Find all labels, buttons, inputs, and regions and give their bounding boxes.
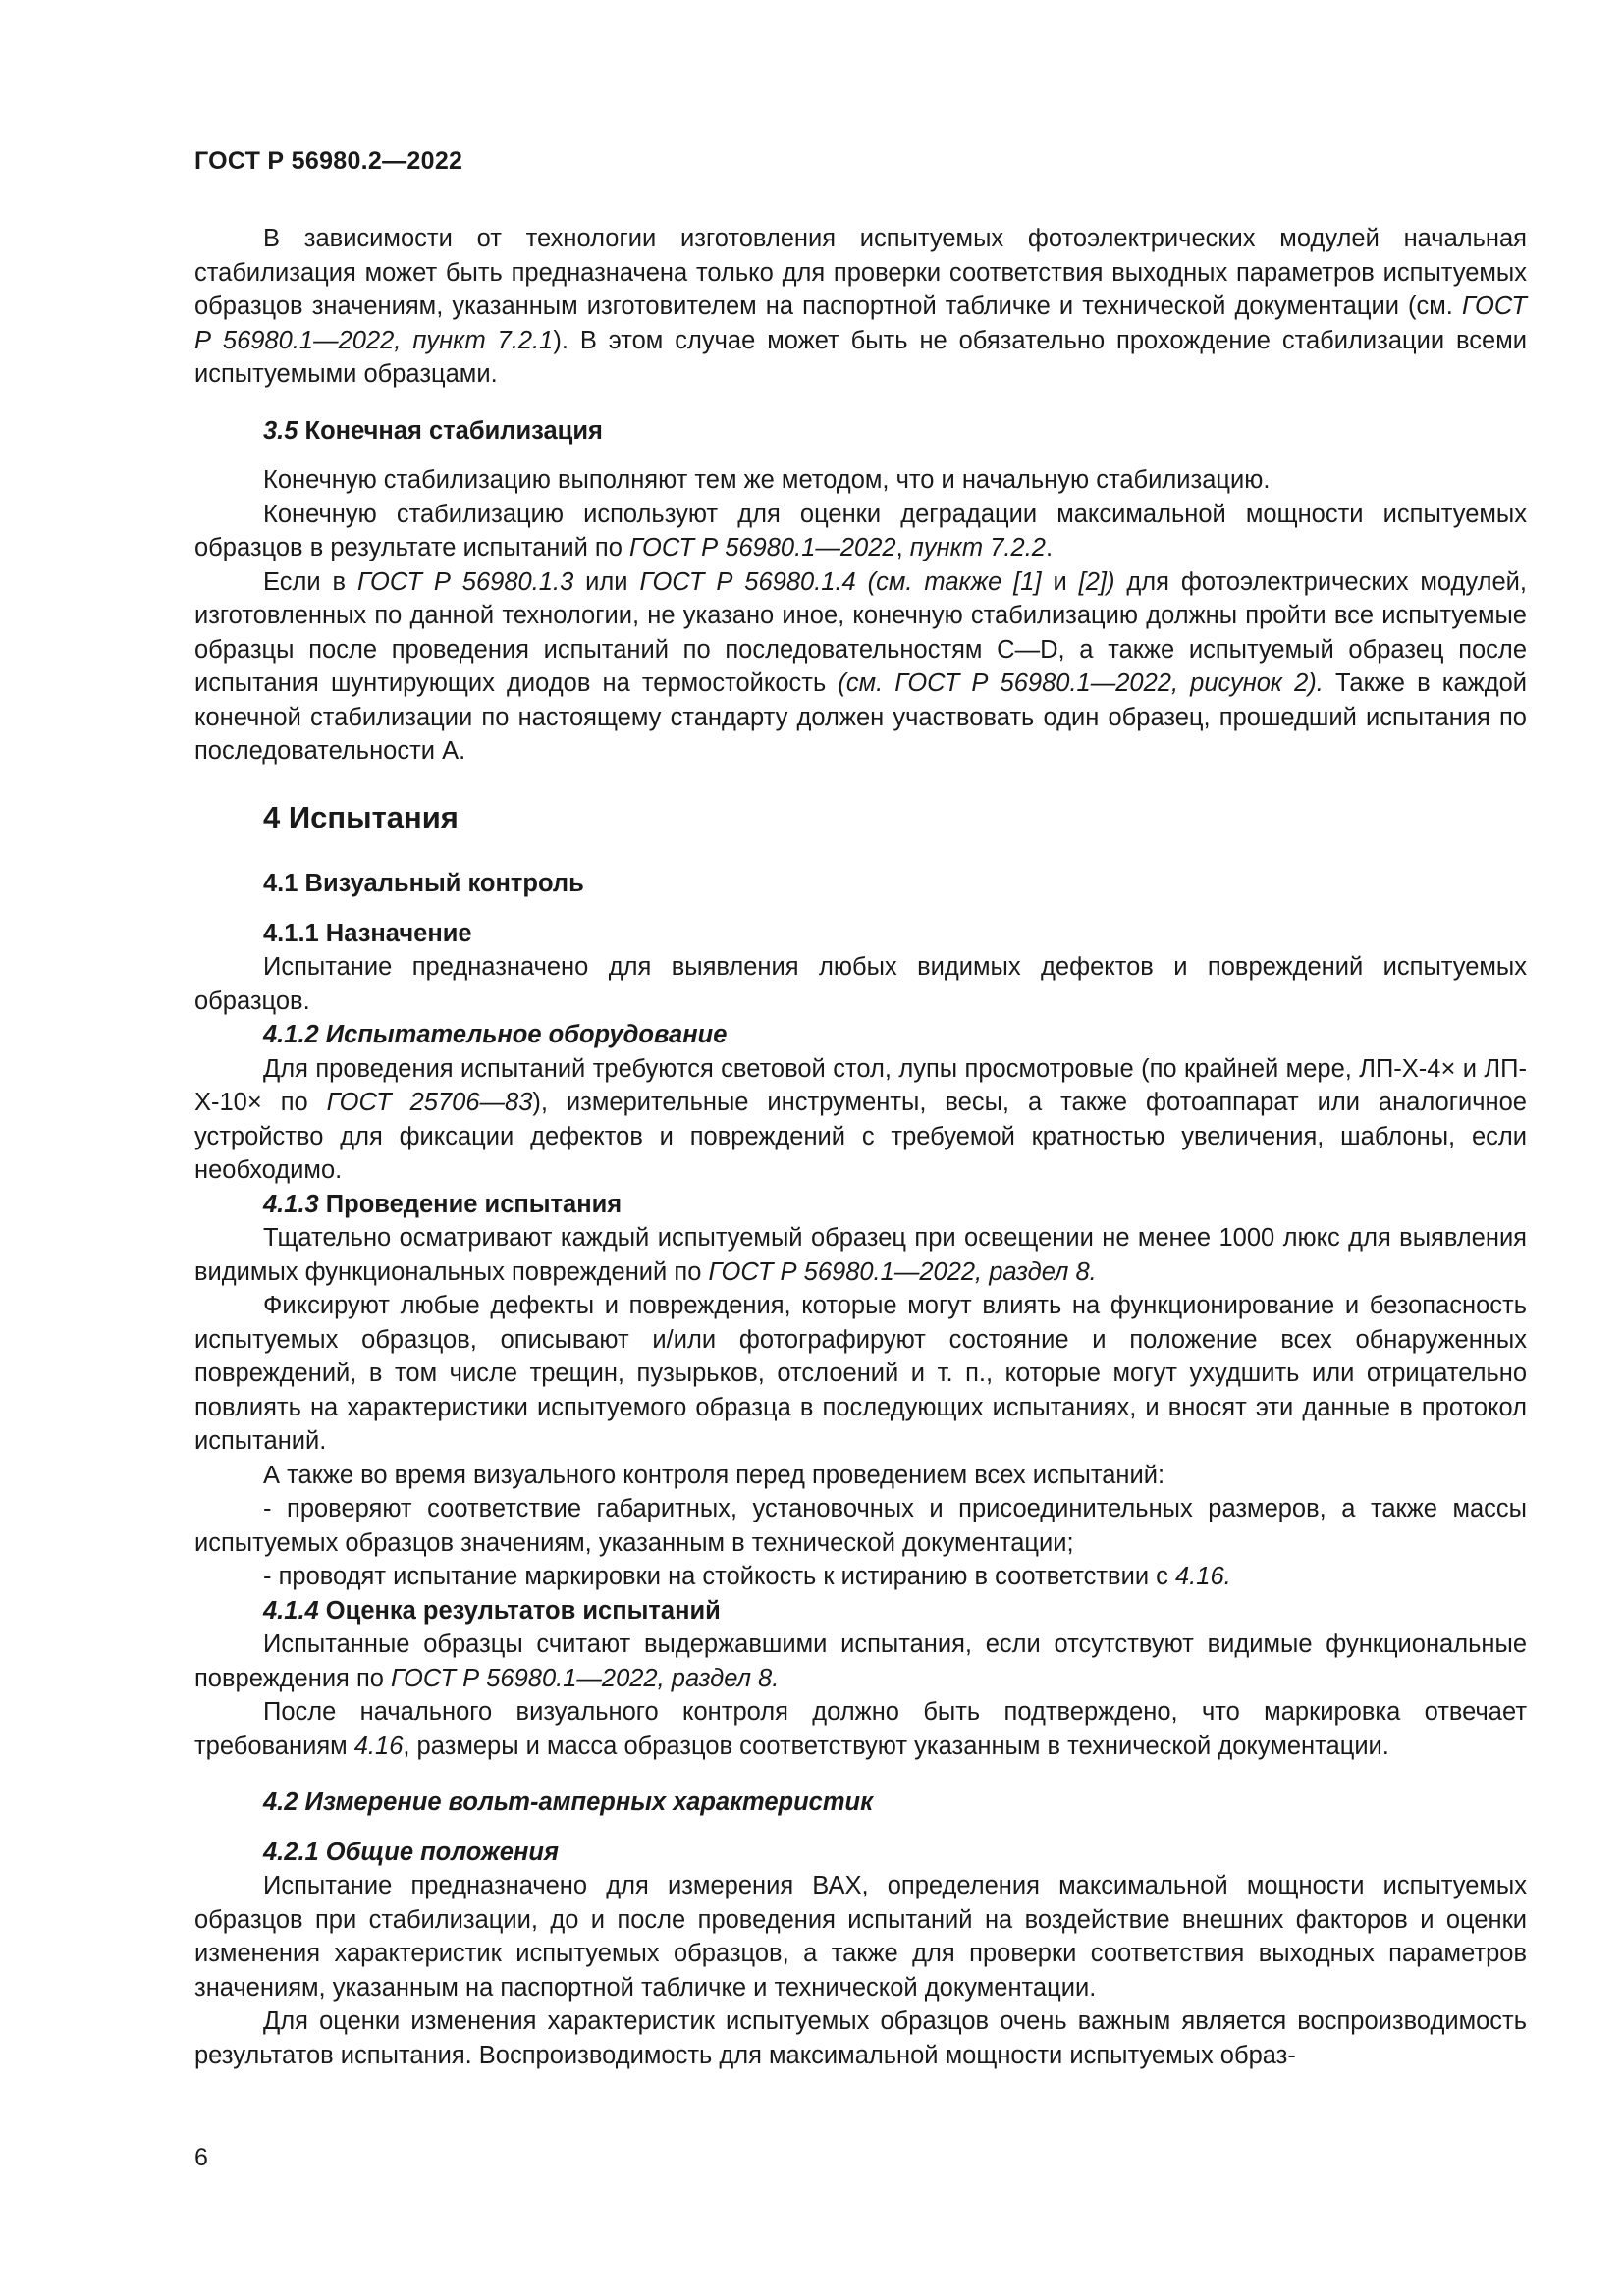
page-number: 6 (194, 2144, 208, 2171)
section-4-1-1-heading: 4.1.1 Назначение (263, 919, 472, 947)
paragraph: Конечную стабилизацию выполняют тем же методом, что и начальную стабилизацию. (263, 466, 1271, 494)
paragraph: Испытание предназначено для выявления любых видимых дефектов и повреждений испытуемых образцов. (194, 953, 1527, 1015)
paragraph: Испытание предназначено для измерения ВАХ, определения максимальной мощности испытуемых образцов при стабилизации, до и после проведения испытаний на воздействие внешних факторов и оценки изменения характеристик испытуемых образцов, а также для проверки соответствия выходных параметров значениям, указанным на паспортной табличке и технической документации. (194, 1872, 1527, 2002)
paragraph: А также во время визуального контроля перед проведением всех испытаний: (263, 1461, 1165, 1489)
document-page (194, 0, 1527, 2296)
section-3-5-heading: 3.5 Конечная стабилизация (263, 416, 603, 445)
paragraph: После начального визуального контроля должно быть подтверждено, что маркировка отвечает требованиям 4.16, размеры и масса образцов соответствуют указанным в технической документации. (194, 1698, 1527, 1760)
paragraph: Конечную стабилизацию используют для оценки деградации максимальной мощности испытуемых образцов в результате испытаний по ГОСТ Р 56980.1—2022, пункт 7.2.2. (194, 500, 1527, 561)
paragraph: Для проведения испытаний требуются световой стол, лупы просмотровые (по крайней мере, ЛП-Х-4× и ЛП-Х-10× по ГОСТ 25706—83), измерительные инструменты, весы, а также фотоаппарат или аналогичное устройство для фиксации дефектов и повреждений с требуемой кратностью увеличения, шаблоны, если необходимо. (194, 1054, 1527, 1184)
section-4-1-3-heading: 4.1.3 Проведение испытания (263, 1190, 623, 1218)
list-item: - проводят испытание маркировки на стойкость к истиранию в соответствии с 4.16. (263, 1563, 1231, 1590)
document-body (194, 222, 1527, 2072)
section-4-1-2-heading: 4.1.2 Испытательное оборудование (263, 1021, 728, 1048)
intro-paragraph: В зависимости от технологии изготовления испытуемых фотоэлектрических модулей начальная стабилизация может быть предназначена только для проверки соответствия выходных параметров испытуемых образцов значениям, указанным изготовителем на паспортной табличке и технической документации (см. ГОСТ Р 56980.1—2022, пункт 7.2.1). В этом случае может быть не обязательно прохождение стабилизации всеми испытуемыми образцами. (194, 225, 1527, 388)
paragraph: Фиксируют любые дефекты и повреждения, которые могут влиять на функционирование и безопасность испытуемых образцов, описывают и/или фотографируют состояние и положение всех обнаруженных повреждений, в том числе трещин, пузырьков, отслоений и т. п., которые могут ухудшить или отрицательно повлиять на характеристики испытуемого образца в последующих испытаниях, и вносят эти данные в протокол испытаний. (194, 1292, 1527, 1455)
section-4-2-1-heading: 4.2.1 Общие положения (263, 1838, 559, 1866)
document-header-number: ГОСТ Р 56980.2—2022 (194, 147, 463, 175)
list-item: - проверяют соответствие габаритных, установочных и присоединительных размеров, а также массы испытуемых образцов значениям, указанным в технической документации; (194, 1495, 1527, 1557)
reference: ГОСТ Р 56980.1—2022, пункт 7.2.1 (194, 293, 1527, 354)
paragraph: Для оценки изменения характеристик испытуемых образцов очень важным является воспроизводимость результатов испытания. Воспроизводимость для максимальной мощности испытуемых образ- (194, 2007, 1527, 2069)
section-4-heading: 4 Испытания (263, 799, 459, 834)
paragraph: Испытанные образцы считают выдержавшими испытания, если отсутствуют видимые функциональные повреждения по ГОСТ Р 56980.1—2022, раздел 8. (194, 1630, 1527, 1692)
paragraph: Если в ГОСТ Р 56980.1.3 или ГОСТ Р 56980.1.4 (см. также [1] и [2]) для фотоэлектрических модулей, изготовленных по данной технологии, не указано иное, конечную стабилизацию должны пройти все испытуемые образцы после проведения испытаний по последовательностям C—D, а также испытуемый образец после испытания шунтирующих диодов на термостойкость (см. ГОСТ Р 56980.1—2022, рисунок 2). Также в каждой конечной стабилизации по настоящему стандарту должен участвовать один образец, прошедший испытания по последовательности А. (194, 567, 1528, 765)
section-4-1-heading: 4.1 Визуальный контроль (263, 870, 584, 897)
section-4-2-heading: 4.2 Измерение вольт-амперных характеристик (263, 1789, 874, 1816)
section-4-1-4-heading: 4.1.4 Оценка результатов испытаний (263, 1596, 721, 1625)
paragraph: Тщательно осматривают каждый испытуемый образец при освещении не менее 1000 люкс для выявления видимых функциональных повреждений по ГОСТ Р 56980.1—2022, раздел 8. (194, 1224, 1527, 1286)
